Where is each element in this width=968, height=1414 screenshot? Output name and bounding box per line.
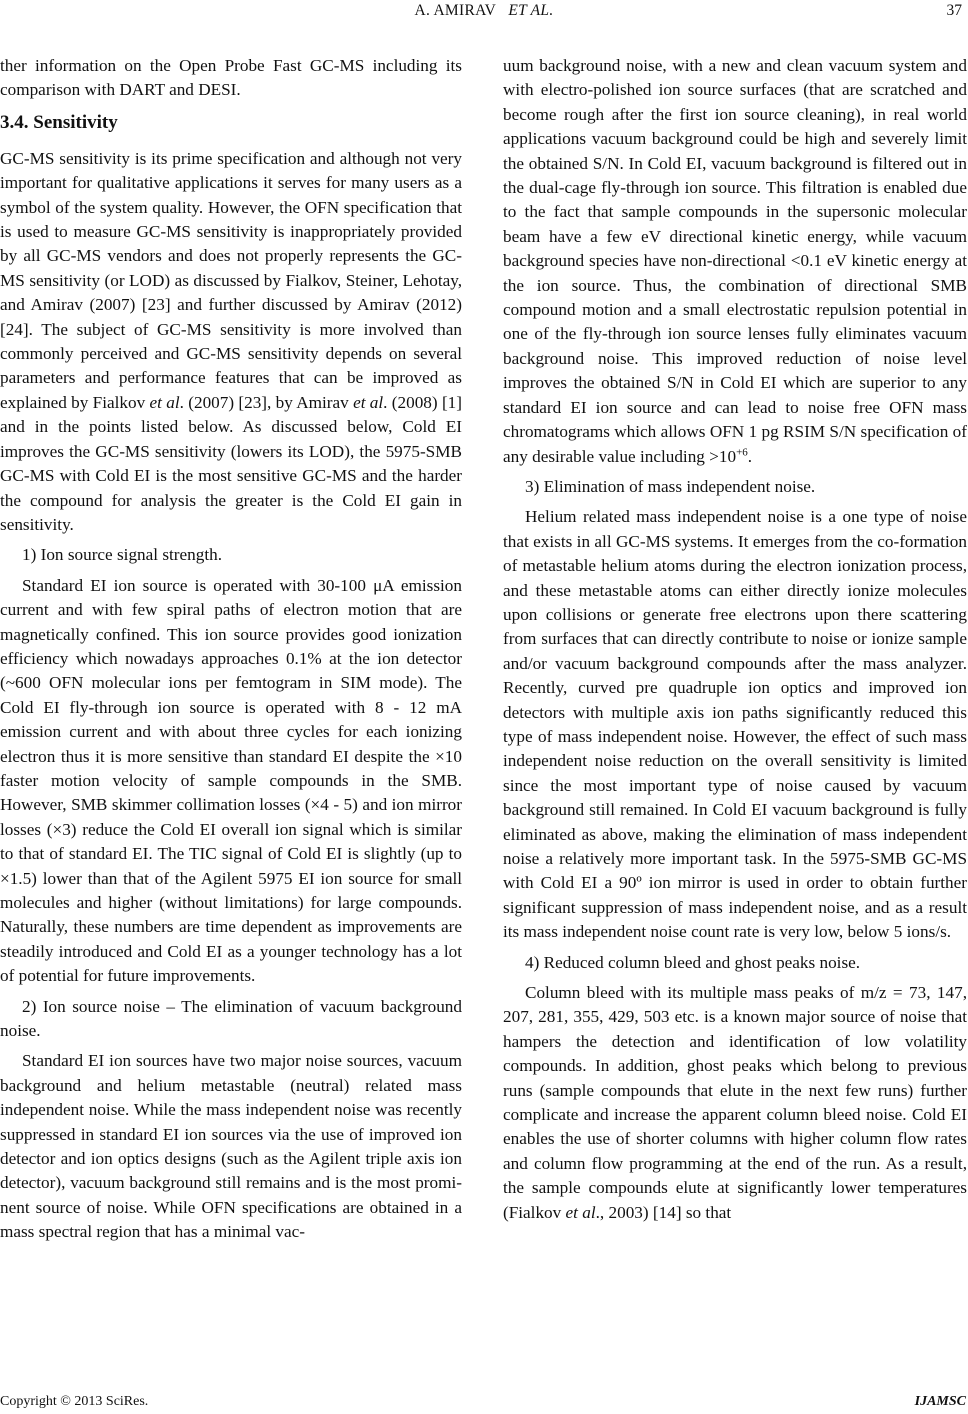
paragraph-mass-independent-noise: Helium related mass independent noise is a one type of noise that exists in all GC-MS systems. It emerges from the co-formation of metastable helium atoms during the electron ionization process, and these metastable atoms can either directly ionize molecules upon collisions or generate free electrons upon there scattering from surfaces that can directly contribute to noise or ionize sample and/or vacuum background compounds after the mass analyzer. Recently, curved pre quadruple ion optics and improved ion detectors with multiple axis ion paths significantly reduced this type of mass independent noise. However, the effect of such mass independent noise reduction on the overall sensitivity is limited since the most important type of noise caused by vacuum background still remained. In Cold EI vacuum background is fully eliminated as above, making the elimination of mass independent noise a relatively more important task. In the 5975-SMB GC-MS with Cold EI a 90º ion mirror is used in order to obtain further significant suppression of mass independent noise, and as a result its mass independent noise count rate is very low, below 5 ions/s.	[503, 507, 967, 942]
text-run: .	[747, 446, 753, 466]
list-item-heading: 1) Ion source signal strength.	[22, 545, 222, 565]
paragraph-column-bleed	[503, 981, 967, 1225]
text-run: . (2008) [1] and in the points listed below. As discussed below, Cold EI improves the GC-MS sensitivity (lowers its LOD), the 5975-SMB GC-MS with Cold EI is the most sensitive GC-MS and the harder the compound for analysis the greater is the Cold EI gain in sensitivity.	[0, 392, 462, 534]
right-column	[503, 54, 967, 1231]
section-heading: 3.4. Sensitivity	[0, 111, 118, 133]
paragraph-sensitivity	[0, 147, 462, 538]
et-al: et al	[565, 1202, 596, 1222]
et-al: et al	[149, 392, 180, 412]
copyright-notice: Copyright © 2013 SciRes.	[0, 1394, 149, 1409]
text-run: ., 2003) [14] so that	[595, 1202, 732, 1222]
page-number: 37	[946, 2, 962, 19]
left-column	[0, 54, 462, 1251]
text-run: Column bleed with its multiple mass peaks of m/z = 73, 147, 207, 281, 355, 429, 503 etc. is a known major source of noise that hampers the detection and identification of low volatility compounds. In addition, ghost peaks which belong to previous runs (sample compounds that elute in the next few runs) further complicate and increase the apparent column bleed noise. Cold EI enables the use of shorter columns with higher column flow rates and column flow programming at the end of the run. As a result, the sample compounds elute at significantly lower temperatures (Fialkov	[503, 983, 967, 1222]
page-header	[0, 0, 968, 24]
running-head	[0, 2, 968, 20]
superscript: +6	[736, 445, 748, 458]
paragraph-signal-strength: Standard EI ion source is operated with 30-100 μA emission current and with few spiral paths of electron motion that are magnetically confined. This ion source provides good ionization efficiency which nowadays approaches 0.1% at the ion detector (~600 OFN molecular ions per femtogram in SIM mode). The Cold EI fly-through ion source is operated with 8 - 12 mA emission current and with about three cycles for each ionizing electron thus it is more sensitive than standard EI despite the ×10 faster motion velocity of sample compounds in the SMB. However, SMB skimmer collimation losses (×4 - 5) and ion mirror losses (×3) reduce the Cold EI overall ion signal which is similar to that of standard EI. The TIC signal of Cold EI is slightly (up to ×1.5) lower than that of the Agilent 5975 EI ion source for small molecules and higher (without limitations) for large compounds. Naturally, these numbers are time dependent as improvements are steadily introduced and Cold EI as a younger technology has a lot of potential for future improvements.	[0, 575, 462, 986]
paragraph-vacuum-background	[503, 54, 967, 469]
journal-name: IJAMSC	[914, 1394, 966, 1409]
text-run: uum background noise, with a new and clean vacuum system and with electro-polished ion source surfaces (that are scratched and become rough after the first ion source cleaning), in real world applications vacuum background could be high and severely limit the obtained S/N. In Cold EI, vacuum background is filtered out in the dual-cage fly-through ion source. This filtration is enabled due to the fact that sample compounds in the supersonic molecular beam have a few eV directional kinetic energy, while vacuum background species have non-directional <0.1 eV kinetic energy at the ion source. Thus, the combination of directional SMB compound motion and a small electrostatic repulsion potential in one of the fly-through ion source lenses fully eliminates vacuum background noise. This improved reduction of noise level improves the obtained S/N in Cold EI which are superior to any standard EI ion source and can lead to noise free OFN mass chromatograms which allows OFN 1 pg RSIM S/N specification of any desirable value including >10	[503, 56, 967, 466]
page-footer	[0, 1394, 968, 1414]
running-head-etal: ET AL.	[508, 2, 554, 19]
paragraph-noise-sources: Standard EI ion sources have two major noise sources, vacuum background and helium metastable (neutral) related mass independent noise. While the mass independent noise was recently suppressed in standard EI ion sources via the use of improved ion detector and ion optics designs (such as the Agilent triple axis ion detector), vacuum background still remains and is the most prominent source of noise. While OFN specifications are obtained in a mass spectral region that has a minimal vac-	[0, 1051, 462, 1242]
text-run: GC-MS sensitivity is its prime specification and although not very important for qualitative applications it serves for many users as a symbol of the system quality. However, the OFN specification that is used to measure GC-MS sensitivity is inappropriately provided by all GC-MS vendors and does not properly represents the GC-MS sensitivity (or LOD) as discussed by Fialkov, Steiner, Lehotay, and Amirav (2007) [23] and further discussed by Amirav (2012) [24]. The subject of GC-MS sensitivity is more involved than commonly perceived and GC-MS sensitivity depends on several parameters and performance features that can be improved as explained by Fialkov	[0, 148, 462, 412]
et-al: et al	[353, 392, 384, 412]
paragraph-intro: ther information on the Open Probe Fast GC-MS including its comparison with DART and DESI.	[0, 56, 462, 100]
text-run: . (2007) [23], by Amirav	[179, 392, 349, 412]
list-item-heading: 4) Reduced column bleed and ghost peaks noise.	[525, 952, 861, 972]
list-item-heading: 3) Elimination of mass independent noise.	[525, 476, 816, 496]
list-item-heading: 2) Ion source noise – The elimination of vacuum background noise.	[0, 996, 462, 1041]
running-head-author: A. AMIRAV	[414, 2, 496, 19]
